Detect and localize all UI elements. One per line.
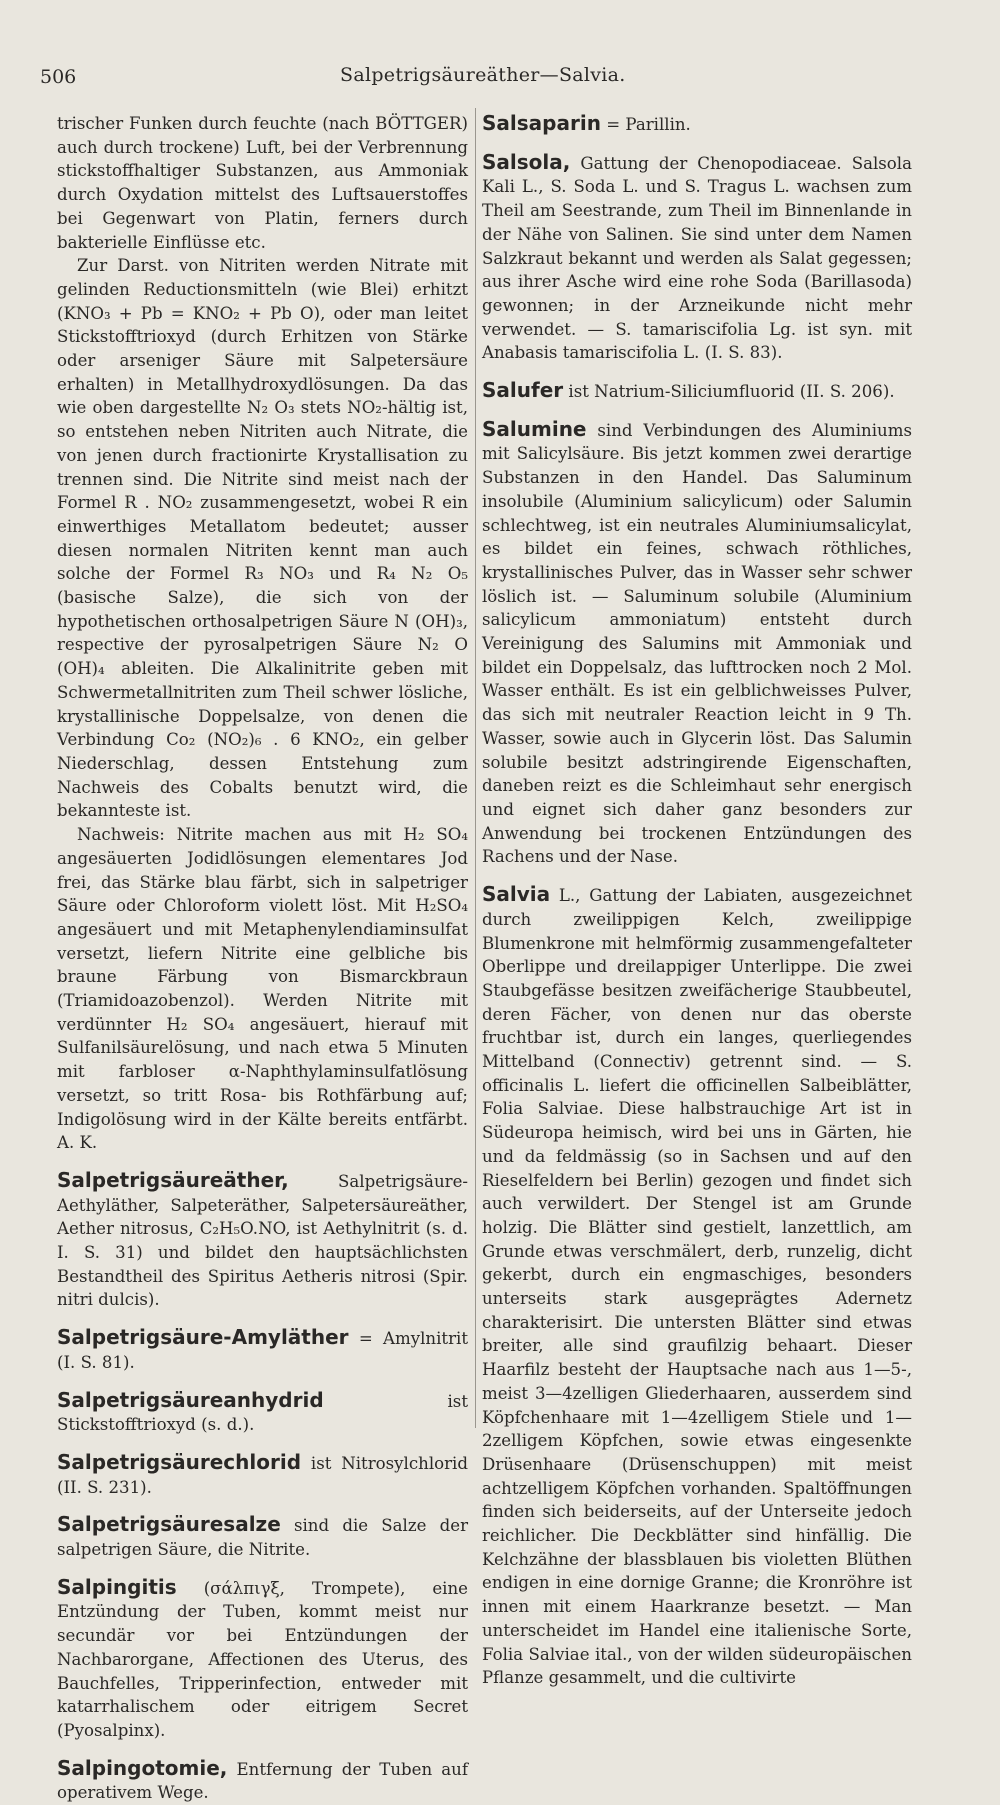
entry-text: sind Verbindungen des Aluminiums mit Salicylsäure. Bis jetzt kommen zwei derartige Substanzen in den Handel. Das Saluminum insolubile (Aluminium salicylicum) oder Salumin schlechtweg, ist ein neutrales Aluminiumsalicylat, es bildet ein feines, schwach röthliches, krystallinisches Pulver, das in Wasser sehr schwer löslich ist. — Saluminum solubile (Aluminium salicylicum ammoniatum) entsteht durch Vereinigung des Salumins mit Ammoniak und bildet ein Doppelsalz, das lufttrocken noch 2 Mol. Wasser enthält. Es ist ein gelblichweisses Pulver, das sich mit neutraler Reaction leicht in 9 Th. Wasser, sowie auch in Glycerin löst. Das Salumin solubile besitzt adstringirende Eigenschaften, daneben reizt es die Schleimhaut sehr energisch und eignet sich daher ganz besonders zur Anwendung bei trockenen Entzündungen des Rachens und der Nase. [482,420,912,867]
entry-salvia [482,883,912,1690]
entry-text: ist Stickstofftrioxyd (s. d.). [57,1391,468,1435]
entry-salpetrigsaeure-amylaether [57,1326,468,1374]
entry-text: Entfernung der Tuben auf operativem Wege. [57,1759,468,1803]
page-number: 506 [40,66,77,88]
entry-term: Salvia [482,882,551,907]
entry-term: Salpingotomie, [57,1755,228,1780]
entry-term: Salpetrigsäuresalze [57,1512,281,1537]
entry-text: = Parillin. [606,115,691,134]
entry-salpetrigsaeuresalze [57,1513,468,1561]
entry-text: L., Gattung der Labiaten, ausgezeichnet durch zweilippigen Kelch, zweilippige Blumenkrone mit helmförmig zusammengefalteter Oberlippe und dreilappiger Unterlippe. Die zwei Staubgefässe besitzen zweifächerige Staubbeutel, deren Fächer, von denen nur das oberste fruchtbar ist, durch ein langes, querliegendes Mittelband (Connectiv) getrennt sind. — S. officinalis L. liefert die officinellen Salbeiblätter, Folia Salviae. Diese halbstrauchige Art ist in Südeuropa heimisch, wird bei uns in Gärten, hie und da feldmässig (so in Sachsen und auf den Rieselfeldern bei Berlin) gezogen und findet sich auch verwildert. Der Stengel ist am Grunde holzig. Die Blätter sind gestielt, lanzettlich, am Grunde etwas verschmälert, derb, runzelig, dicht gekerbt, durch ein engmaschiges, besonders unterseits stark ausgeprägtes Adernetz charakterisirt. Die untersten Blätter sind etwas breiter, alle sind graufilzig behaart. Dieser Haarfilz besteht der Hauptsache nach aus 1—5-, meist 3—4zelligen Gliederhaaren, ausserdem sind Köpfchenhaare mit 1—4zelligem Stiele und 1—2zelligem Köpfchen, sowie etwas eingesenkte Drüsenhaare (Drüsenschuppen) mit meist achtzelligem Köpfchen vorhanden. Spaltöffnungen finden sich beiderseits, auf der Unterseite jedoch reichlicher. Die Deckblätter sind hinfällig. Die Kelchzähne der blassblauen bis violetten Blüthen endigen in eine dornige Granne; die Kronröhre ist innen mit einem Haarkranze besetzt. — Man unterscheidet im Handel eine italienische Sorte, Folia Salviae ital., von der wilden südeuropäischen Pflanze gesammelt, und die cultivirte [482,886,912,1688]
entry-term: Salufer [482,378,564,403]
entry-text: Gattung der Chenopodiaceae. Salsola Kali L., S. Soda L. und S. Tragus L. wachsen zum Theil am Seestrande, zum Theil im Binnenlande in der Nähe von Salinen. Sie sind unter dem Namen Salzkraut bekannt und werden als Salat gegessen; aus ihrer Asche wird eine rohe Soda (Barillasoda) gewonnen; in der Arzneikunde nicht mehr verwendet. — S. tamariscifolia Lg. ist syn. mit Anabasis tamariscifolia L. (I. S. 83). [482,153,913,363]
entry-salpetrigsaeureaether [57,1169,468,1312]
entry-text: ist Nitrosylchlorid (II. S. 231). [57,1453,468,1497]
entry-term: Salsaparin [482,111,601,135]
entry-text: Salpetrigsäure-Aethyläther, Salpeteräther, Salpetersäureäther, Aether nitrosus, C₂H₅O.NO, ist Aethylnitrit (s. d. I. S. 31) und bildet den hauptsächlichsten Bestandtheil des Spiritus Aetheris nitrosi (Spir. nitri dulcis). [57,1171,468,1310]
entry-term: Salpingitis [57,1574,177,1599]
running-title: Salpetrigsäureäther—Salvia. [340,64,626,86]
entry-term: Salpetrigsäure-Amyläther [57,1325,349,1350]
intro-paragraph: trischer Funken durch feuchte (nach BÖTTGER) auch durch trockene) Luft, bei der Verbrennung stickstoffhaltiger Substanzen, aus Ammoniak durch Oxydation mittelst des Luftsauerstoffes bei Gegenwart von Platin, ferners durch bakterielle Einflüsse etc. [57,114,468,252]
nachweis-paragraph: Nachweis: Nitrite machen aus mit H₂ SO₄ angesäuerten Jodidlösungen elementares Jod frei, das Stärke blau färbt, sich in salpetriger Säure oder Chloroform violett löst. Mit H₂SO₄ angesäuert und mit Metaphenylendiaminsulfat versetzt, liefern Nitrite eine gelbliche bis braune Färbung von Bismarckbraun (Triamidoazobenzol). Werden Nitrite mit verdünnter H₂ SO₄ angesäuert, hierauf mit Sulfanilsäurelösung, und nach etwa 5 Minuten mit farbloser α-Naphthylaminsulfatlösung versetzt, so tritt Rosa- bis Rothfärbung auf; Indigolösung wird in der Kälte bereits entfärbt. A. K. [57,825,468,1153]
entry-salsaparin [482,112,912,137]
left-column [57,112,468,1805]
entry-text: = Amylnitrit (I. S. 81). [57,1329,469,1372]
entry-text: (σάλπιγξ, Trompete), eine Entzündung der Tuben, kommt meist nur secundär vor bei Entzündungen der Nachbarorgane, Affectionen des Uterus, des Bauchfelles, Tripperinfection, entweder mit katarrhalischem oder eitrigem Secret (Pyosalpinx). [57,1578,469,1740]
entry-salsola [482,151,912,365]
entry-term: Salpetrigsäureanhydrid [57,1387,324,1412]
entry-term: Salsola, [482,149,571,174]
entry-salpingitis [57,1576,468,1743]
entry-term: Salpetrigsäureäther, [57,1167,289,1192]
entry-salumine [482,418,912,869]
entry-term: Salumine [482,416,587,441]
entry-salpetrigsaeurechlorid [57,1451,468,1499]
entry-salufer [482,379,912,404]
entry-salpetrigsaeureanhydrid [57,1389,468,1437]
column-divider [475,108,476,1428]
entry-salpingotomie [57,1757,468,1805]
darst-paragraph: Zur Darst. von Nitriten werden Nitrate mit gelinden Reductionsmitteln (wie Blei) erhitzt (KNO₃ + Pb = KNO₂ + Pb O), oder man leitet Stickstofftrioxyd (durch Erhitzen von Stärke oder arseniger Säure mit Salpetersäure erhalten) in Metallhydroxydlösungen. Da das wie oben dargestellte N₂ O₃ stets NO₂-hältig ist, so entstehen neben Nitriten auch Nitrate, die von jenen durch fractionirte Krystallisation zu trennen sind. Die Nitrite sind meist nach der Formel R . NO₂ zusammengesetzt, wobei R ein einwerthiges Metallatom bedeutet; ausser diesen normalen Nitriten kennt man auch solche der Formel R₃ NO₃ und R₄ N₂ O₅ (basische Salze), die sich von der hypothetischen orthosalpetrigen Säure N (OH)₃, respective der pyrosalpetrigen Säure N₂ O (OH)₄ ableiten. Die Alkalinitrite geben mit Schwermetallnitriten zum Theil schwer lösliche, krystallinische Doppelsalze, von denen die Verbindung Co₂ (NO₂)₆ . 6 KNO₂, ein gelber Niederschlag, dessen Entstehung zum Nachweis des Cobalts benutzt wird, die bekannteste ist. [57,256,468,821]
entry-text: ist Natrium-Siliciumfluorid (II. S. 206). [568,382,895,402]
entry-text: sind die Salze der salpetrigen Säure, die Nitrite. [57,1516,468,1560]
entry-term: Salpetrigsäurechlorid [57,1449,302,1474]
right-column [482,112,912,1690]
